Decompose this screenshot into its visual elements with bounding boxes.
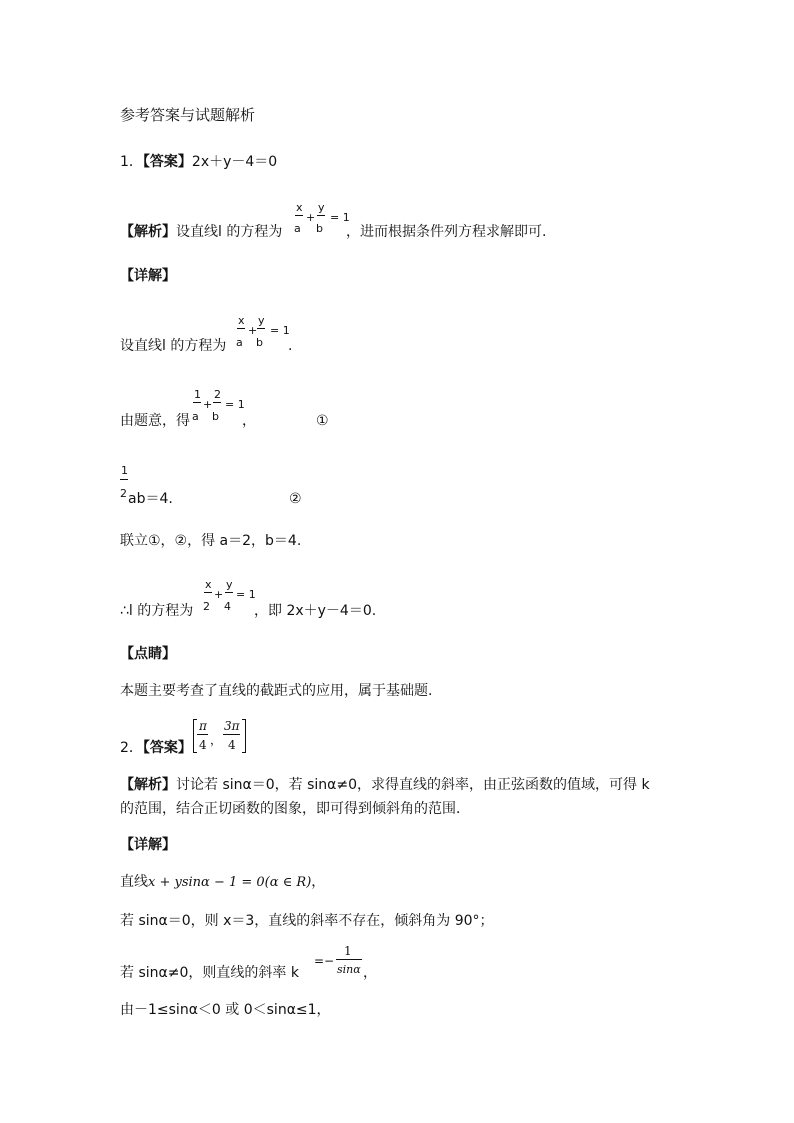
interval-num-3pi: 3π [224,719,240,733]
q2-detail-line2: 若 sinα＝0，则 x＝3，直线的斜率不存在，倾斜角为 90°； [120,913,494,929]
frac-den-a: a [294,222,301,235]
frac-bar [213,402,221,403]
frac-num-y: y [226,578,233,591]
q2-analysis-row [120,778,650,792]
frac-bar [225,592,233,593]
frac-bar [197,734,208,735]
frac-bar [317,215,325,216]
frac-num-one: 1 [344,944,352,958]
frac-plus: + [203,398,213,411]
q1-point-tag: 【点睛】 [120,646,176,662]
q2-answer-row [120,741,192,755]
q1-analysis-row [120,225,282,239]
q1-detail-line1: 设直线l 的方程为 [120,338,227,354]
q2-line1-equation: x + ysinα − 1 = 0(α ∈ R) [148,875,312,890]
frac-plus: + [306,211,316,224]
frac-den-two: 2 [203,600,210,613]
q1-number: 1． [120,154,143,170]
right-bracket [242,719,246,753]
q1-analysis-tag: 【解析】 [120,224,176,240]
frac-eq-one: = 1 [236,588,256,601]
q1-circle-1: ① [316,413,329,429]
frac-bar [237,328,245,329]
q2-answer-tag: 【答案】 [142,740,192,756]
q2-line3-post: ， [363,965,377,981]
q2-detail-line4: 由－1≤sinα＜0 或 0＜sinα≤1， [120,1002,331,1018]
q2-line1-post: ， [311,874,326,890]
q2-detail-line3: 若 sinα≠0，则直线的斜率 k [120,965,299,981]
q2-detail-tag: 【详解】 [120,837,176,853]
q1-detail-line4: 联立①，②，得 a＝2，b＝4. [120,533,302,549]
frac-num-y: y [318,201,325,214]
frac-den-a: a [236,336,243,349]
frac-bar [295,215,303,216]
q1-analysis-post: ，进而根据条件列方程求解即可. [346,224,547,240]
q1-line2-post: ， [242,413,256,429]
frac-den-a: a [192,410,199,423]
q1-circle-2: ② [289,491,302,507]
interval-num-pi: π [199,719,207,733]
frac-num-two: 2 [214,388,221,401]
frac-bar [120,479,128,480]
frac-bar [336,959,362,960]
left-bracket [193,719,197,753]
q1-line1-post: . [288,338,293,354]
frac-bar [193,402,201,403]
q2-analysis-tag: 【解析】 [120,777,176,793]
q1-answer-row [120,155,277,169]
q2-number: 2． [120,740,143,756]
interval-sep: ， [210,733,223,747]
q2-line3-eq: =− [314,954,335,968]
frac-eq-one: = 1 [225,398,245,411]
q1-answer-tag: 【答案】 [142,154,192,170]
page-title: 参考答案与试题解析 [120,106,256,124]
q2-analysis-line1: 讨论若 sinα＝0，若 sinα≠0，求得直线的斜率，由正弦函数的值域，可得 k [176,777,650,793]
q1-detail-tag: 【详解】 [120,268,176,284]
interval-den-four: 4 [199,738,207,752]
frac-den-b: b [316,222,323,235]
q1-point-text: 本题主要考查了直线的截距式的应用，属于基础题. [120,683,433,699]
frac-den-four: 4 [224,600,231,613]
frac-den-two: 2 [120,487,127,500]
frac-den-b: b [212,410,219,423]
q1-analysis-pre: 设直线l 的方程为 [176,224,283,240]
frac-den-sinalpha: sinα [337,963,361,976]
frac-eq-one: = 1 [270,324,290,337]
q1-detail-line3: ab＝4. [128,491,173,507]
q1-detail-line2: 由题意，得 [120,413,190,429]
q1-line5-post: ，即 2x＋y－4＝0. [254,603,377,619]
q2-analysis-line2: 的范围，结合正切函数的图象，即可得到倾斜角的范围． [120,801,470,817]
frac-bar [257,328,265,329]
frac-num-x: x [205,578,212,591]
frac-num-x: x [238,314,245,327]
frac-plus: + [214,588,224,601]
q2-line1-pre: 直线 [120,874,148,890]
q1-detail-line5: ∴l 的方程为 [120,603,194,619]
frac-eq-one: = 1 [330,211,350,224]
frac-plus: + [248,324,258,337]
interval-den-four: 4 [228,738,236,752]
frac-den-b: b [256,336,263,349]
frac-num-one: 1 [194,388,201,401]
frac-bar [223,734,240,735]
frac-num-x: x [296,201,303,214]
q2-detail-line1 [120,875,325,889]
frac-num-y: y [258,314,265,327]
frac-bar [204,592,212,593]
frac-num-one: 1 [121,464,128,477]
q1-answer-value: 2x＋y－4＝0 [191,154,278,170]
